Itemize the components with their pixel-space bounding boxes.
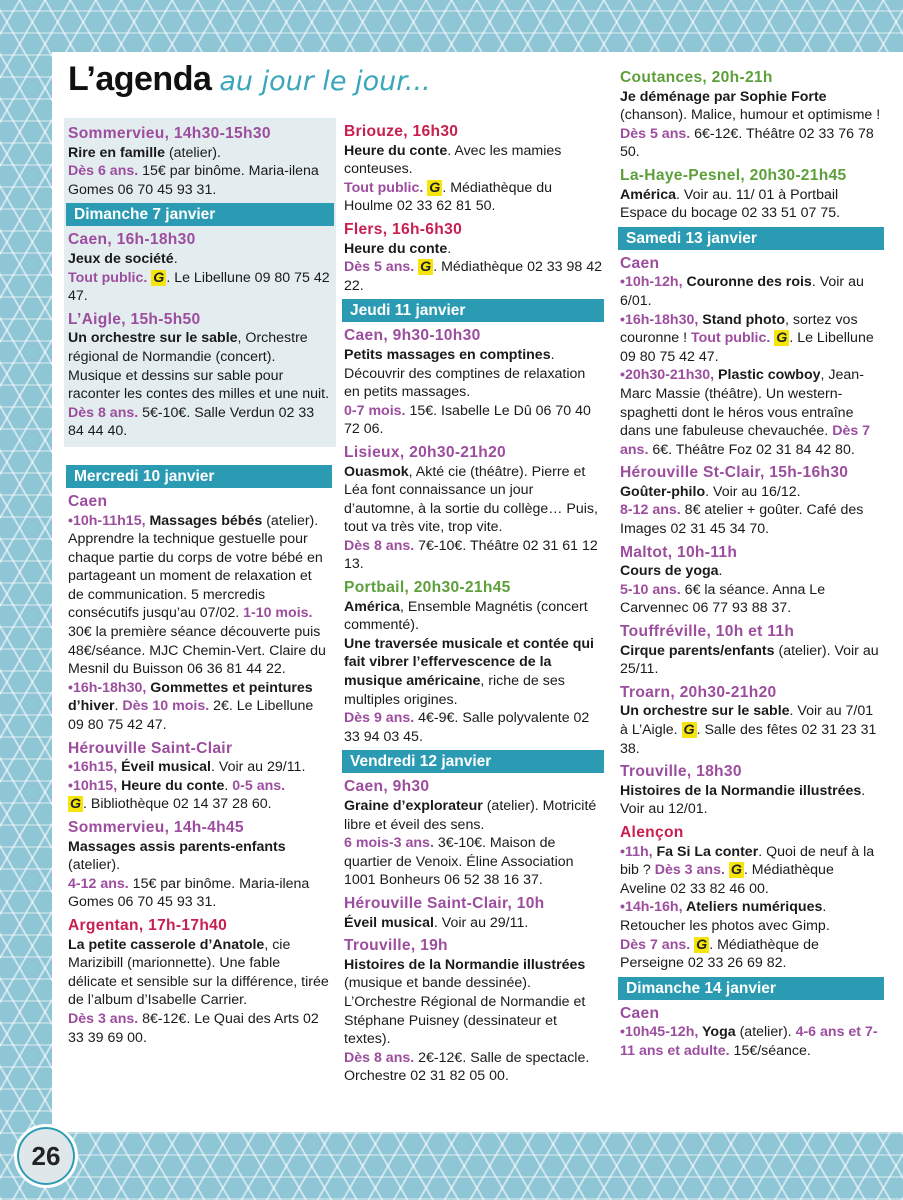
page-title — [68, 60, 431, 99]
event-city: Briouze, 16h30 — [344, 123, 459, 140]
event-entry: •10h-12h, Couronne des rois. Voir au 6/01. — [620, 274, 864, 309]
free-badge: G — [429, 179, 441, 196]
event-city: L’Aigle, 15h-5h50 — [68, 310, 201, 328]
free-badge: G — [70, 796, 82, 813]
event-entry: Heure du conte. Dès 5 ans. G . Médiathèque 02 33 98 42 22. — [344, 240, 603, 294]
free-badge: G — [153, 269, 165, 286]
date-header: Vendredi 12 janvier — [342, 750, 604, 773]
event-city: Caen, 9h30-10h30 — [344, 327, 481, 345]
date-header: Mercredi 10 janvier — [66, 465, 332, 488]
date-header: Jeudi 11 janvier — [342, 299, 604, 322]
event-entry: •16h15, Éveil musical. Voir au 29/11. — [68, 759, 306, 776]
event-entry: •16h-18h30, Stand photo, sortez vos couronne ! Tout public. G . Le Libellune 09 80 75 42 47. — [620, 311, 874, 365]
shaded-box — [64, 118, 336, 447]
event-entry: •10h15, Heure du conte. 0-5 ans. G . Bibliothèque 02 14 37 28 60. — [68, 777, 286, 813]
event-entry: Heure du conte. Avec les mamies conteuses. Tout public. G . Médiathèque du Houlme 02 33 62 81 50. — [344, 142, 562, 215]
event-entry: Rire en famille (atelier). Dès 6 ans. 15€ par binôme. Maria-ilena Gomes 06 70 45 93 31. — [68, 144, 319, 198]
page-number: 26 — [14, 1124, 78, 1188]
event-entry: La petite casserole d’Anatole, cie Marizibill (marionnette). Une fable délicate et sensible sur la différence, tirée de l’album d’Isabelle Carrier. Dès 3 ans. 8€-12€. Le Quai des Arts 02 33 39 69 00. — [68, 936, 329, 1046]
event-entry: Cirque parents/enfants (atelier). Voir au 25/11. — [620, 642, 879, 678]
event-entry: •16h-18h30, Gommettes et peintures d’hiver. Dès 10 mois. 2€. Le Libellune 09 80 75 42 47. — [68, 679, 314, 734]
event-city: Flers, 16h-6h30 — [344, 220, 463, 238]
event-entry: Massages assis parents-enfants (atelier). 4-12 ans. 15€ par binôme. Maria-ilena Gomes 06 70 45 93 31. — [68, 838, 310, 911]
column-middle — [344, 118, 602, 1086]
event-entry: Petits massages en comptines. Découvrir des comptines de relaxation en petits massages. 0-7 mois. 15€. Isabelle Le Dû 06 70 40 72 06. — [344, 346, 591, 438]
event-city: Hérouville Saint-Clair, 10h — [344, 894, 545, 912]
date-header: Samedi 13 janvier — [618, 227, 884, 250]
event-entry: Éveil musical. Voir au 29/11. — [344, 914, 529, 931]
event-city: La-Haye-Pesnel, 20h30-21h45 — [620, 166, 847, 184]
page-panel — [52, 52, 903, 1132]
event-city: Caen, 16h-18h30 — [68, 231, 196, 249]
event-entry: Histoires de la Normandie illustrées (musique et bande dessinée). L’Orchestre Régional de Normandie et Stéphane Puisney (dessinateur et textes). Dès 8 ans. 2€-12€. Salle de spectacle. Orchestre 02 31 82 05 00. — [344, 956, 590, 1085]
date-header: Dimanche 14 janvier — [618, 977, 884, 1000]
event-entry: Graine d’explorateur (atelier). Motricité libre et éveil des sens. 6 mois-3 ans. 3€-10€. Maison de quartier de Venoix. Éline Association 1001 Bonheurs 06 52 38 16 37. — [344, 798, 597, 889]
event-city: Troarn, 20h30-21h20 — [620, 683, 777, 701]
event-entry: •11h, Fa Si La conter. Quoi de neuf à la bib ? Dès 3 ans. G . Médiathèque Aveline 02 33 82 46 00. — [620, 843, 875, 897]
event-city: Touffréville, 10h et 11h — [620, 623, 795, 641]
event-entry: •20h30-21h30, Plastic cowboy, Jean-Marc Massie (théâtre). Un western-spaghetti dont le héros vous entraîne dans une fabuleuse chevauchée. Dès 7 ans. 6€. Théâtre Foz 02 31 84 42 80. — [620, 367, 871, 458]
event-entry: Je déménage par Sophie Forte (chanson). Malice, humour et optimisme ! Dès 5 ans. 6€-12€. Théâtre 02 33 76 78 50. — [620, 88, 881, 161]
event-city: Caen — [620, 1004, 660, 1022]
event-entry: Goûter-philo. Voir au 16/12. 8-12 ans. 8€ atelier + goûter. Café des Images 02 31 45 34 70. — [620, 483, 864, 538]
title-script: au jour le jour... — [219, 66, 431, 97]
event-entry: Ouasmok, Akté cie (théâtre). Pierre et Léa font connaissance un jour d’automne, à la sortie du collège… Puis, tout va très vite, trop vite. Dès 8 ans. 7€-10€. Théâtre 02 31 61 12 13. — [344, 463, 598, 573]
free-badge: G — [683, 722, 695, 738]
event-entry: Histoires de la Normandie illustrées. Voir au 12/01. — [620, 782, 866, 818]
event-city: Alençon — [620, 823, 684, 841]
event-city: Caen, 9h30 — [344, 778, 430, 796]
event-city: Sommervieu, 14h30-15h30 — [68, 125, 271, 142]
column-right — [620, 64, 882, 1061]
event-city: Sommervieu, 14h-4h45 — [68, 819, 244, 836]
date-header: Dimanche 7 janvier — [66, 203, 334, 226]
event-entry: •14h-16h, Ateliers numériques. Retoucher les photos avec Gimp. Dès 7 ans. G . Médiathèque de Perseigne 02 33 26 69 82. — [620, 899, 830, 972]
event-entry: América. Voir au. 11/ 01 à Portbail Espace du bocage 02 33 51 07 75. — [620, 186, 841, 222]
event-entry: Un orchestre sur le sable, Orchestre régional de Normandie (concert). Musique et dessins sur sable pour raconter les contes des milles et une nuit. Dès 8 ans. 5€-10€. Salle Verdun 02 33 84 44 40. — [68, 330, 330, 440]
free-badge: G — [420, 259, 432, 276]
free-badge: G — [696, 936, 708, 953]
event-city: Trouville, 18h30 — [620, 763, 742, 781]
event-entry: Cours de yoga. 5-10 ans. 6€ la séance. Anna Le Carvennec 06 77 93 88 37. — [620, 563, 826, 617]
event-city: Caen — [620, 254, 660, 272]
event-city: Hérouville Saint-Clair — [68, 739, 233, 757]
event-entry: Jeux de société. Tout public. G . Le Libellune 09 80 75 42 47. — [68, 250, 330, 305]
event-entry: América, Ensemble Magnétis (concert commenté). Une traversée musicale et contée qui fait vibrer l’effervescence de la musique américaine, riche de ses multiples origines. Dès 9 ans. 4€-9€. Salle polyvalente 02 33 94 03 45. — [344, 598, 594, 745]
free-badge: G — [776, 330, 788, 347]
event-city: Coutances, 20h-21h — [620, 69, 773, 86]
event-city: Hérouville St-Clair, 15h-16h30 — [620, 464, 849, 482]
event-entry: •10h-11h15, Massages bébés (atelier). Apprendre la technique gestuelle pour chaque partie du corps de votre bébé en partageant un moment de relaxation et de communication. 5 mercredis consécutifs jusqu’au 07/02. 1-10 mois. 30€ la première séance découverte puis 48€/séance. MJC Chemin-Vert. Claire du Mesnil du Buisson 06 36 81 44 22. — [68, 512, 326, 678]
title-main: L’agenda — [68, 60, 212, 98]
free-badge: G — [730, 862, 742, 879]
event-city: Portbail, 20h30-21h45 — [344, 579, 511, 597]
event-entry: •10h45-12h, Yoga (atelier). 4-6 ans et 7-11 ans et adulte. 15€/séance. — [620, 1024, 878, 1059]
event-city: Caen — [68, 492, 108, 510]
event-city: Trouville, 19h — [344, 937, 448, 955]
column-left — [68, 118, 330, 1047]
event-city: Lisieux, 20h30-21h20 — [344, 443, 507, 461]
event-city: Argentan, 17h-17h40 — [68, 916, 228, 934]
event-city: Maltot, 10h-11h — [620, 543, 738, 561]
event-entry: Un orchestre sur le sable. Voir au 7/01 à L’Aigle. G . Salle des fêtes 02 31 23 31 38. — [620, 703, 877, 757]
